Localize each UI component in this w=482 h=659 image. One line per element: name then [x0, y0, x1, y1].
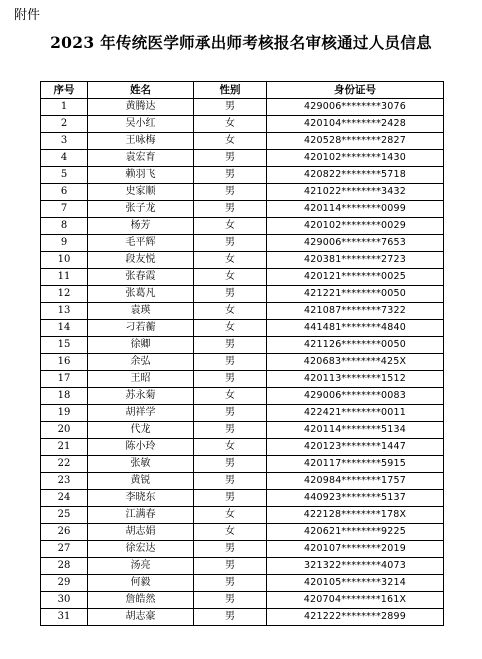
table-row — [41, 422, 444, 439]
cell-gender: 男 — [194, 558, 267, 575]
table-row — [41, 269, 444, 286]
cell-gender: 男 — [194, 99, 267, 116]
table-row — [41, 473, 444, 490]
cell-index: 8 — [41, 218, 88, 235]
table-row — [41, 558, 444, 575]
cell-id-number: 420121********0025 — [267, 269, 444, 286]
cell-index: 18 — [41, 388, 88, 405]
header-row — [41, 82, 444, 99]
attachment-label: 附件 — [14, 8, 41, 23]
cell-gender: 男 — [194, 167, 267, 184]
cell-id-number: 440923********5137 — [267, 490, 444, 507]
cell-index: 1 — [41, 99, 88, 116]
cell-name: 代龙 — [88, 422, 194, 439]
cell-index: 10 — [41, 252, 88, 269]
cell-index: 25 — [41, 507, 88, 524]
roster-table — [40, 81, 444, 626]
cell-gender: 女 — [194, 507, 267, 524]
cell-id-number: 420104********2428 — [267, 116, 444, 133]
cell-gender: 男 — [194, 490, 267, 507]
cell-gender: 女 — [194, 439, 267, 456]
table-row — [41, 575, 444, 592]
cell-name: 汤亮 — [88, 558, 194, 575]
cell-index: 28 — [41, 558, 88, 575]
cell-name: 陈小玲 — [88, 439, 194, 456]
cell-index: 26 — [41, 524, 88, 541]
table-row — [41, 252, 444, 269]
table-header — [41, 82, 444, 99]
cell-id-number: 420381********2723 — [267, 252, 444, 269]
cell-id-number: 421126********0050 — [267, 337, 444, 354]
cell-index: 29 — [41, 575, 88, 592]
cell-id-number: 420683********425X — [267, 354, 444, 371]
cell-index: 15 — [41, 337, 88, 354]
cell-name: 毛平辉 — [88, 235, 194, 252]
table-row — [41, 320, 444, 337]
cell-name: 黄腾达 — [88, 99, 194, 116]
cell-name: 袁宏育 — [88, 150, 194, 167]
cell-id-number: 420621********9225 — [267, 524, 444, 541]
cell-index: 24 — [41, 490, 88, 507]
cell-gender: 女 — [194, 218, 267, 235]
cell-name: 胡志娟 — [88, 524, 194, 541]
cell-index: 22 — [41, 456, 88, 473]
table-row — [41, 388, 444, 405]
cell-gender: 男 — [194, 473, 267, 490]
cell-name: 江满春 — [88, 507, 194, 524]
cell-name: 杨芳 — [88, 218, 194, 235]
cell-gender: 女 — [194, 269, 267, 286]
cell-name: 张葛凡 — [88, 286, 194, 303]
table-row — [41, 99, 444, 116]
table-row — [41, 490, 444, 507]
column-header-id-number: 身份证号 — [267, 82, 444, 99]
cell-index: 5 — [41, 167, 88, 184]
cell-name: 张子龙 — [88, 201, 194, 218]
cell-id-number: 420102********0029 — [267, 218, 444, 235]
cell-id-number: 420114********0099 — [267, 201, 444, 218]
table-row — [41, 524, 444, 541]
cell-id-number: 420114********5134 — [267, 422, 444, 439]
table-row — [41, 235, 444, 252]
cell-index: 2 — [41, 116, 88, 133]
cell-gender: 女 — [194, 303, 267, 320]
cell-id-number: 421087********7322 — [267, 303, 444, 320]
cell-name: 徐卿 — [88, 337, 194, 354]
cell-id-number: 420113********1512 — [267, 371, 444, 388]
cell-gender: 女 — [194, 133, 267, 150]
cell-index: 11 — [41, 269, 88, 286]
cell-gender: 男 — [194, 405, 267, 422]
table-row — [41, 439, 444, 456]
table-row — [41, 303, 444, 320]
cell-name: 吴小红 — [88, 116, 194, 133]
cell-gender: 男 — [194, 354, 267, 371]
cell-id-number: 420102********1430 — [267, 150, 444, 167]
cell-index: 4 — [41, 150, 88, 167]
cell-name: 王咏梅 — [88, 133, 194, 150]
table-row — [41, 337, 444, 354]
cell-gender: 男 — [194, 371, 267, 388]
cell-name: 段友悦 — [88, 252, 194, 269]
cell-index: 6 — [41, 184, 88, 201]
cell-name: 何毅 — [88, 575, 194, 592]
cell-gender: 女 — [194, 524, 267, 541]
table-row — [41, 405, 444, 422]
cell-id-number: 420528********2827 — [267, 133, 444, 150]
cell-id-number: 420107********2019 — [267, 541, 444, 558]
cell-index: 30 — [41, 592, 88, 609]
cell-gender: 男 — [194, 541, 267, 558]
cell-index: 17 — [41, 371, 88, 388]
cell-gender: 女 — [194, 116, 267, 133]
cell-index: 19 — [41, 405, 88, 422]
cell-index: 23 — [41, 473, 88, 490]
cell-gender: 男 — [194, 422, 267, 439]
cell-name: 张敏 — [88, 456, 194, 473]
table-row — [41, 507, 444, 524]
table-row — [41, 609, 444, 626]
cell-id-number: 421022********3432 — [267, 184, 444, 201]
table-row — [41, 116, 444, 133]
cell-id-number: 420822********5718 — [267, 167, 444, 184]
table-row — [41, 167, 444, 184]
table-row — [41, 286, 444, 303]
cell-id-number: 422128********178X — [267, 507, 444, 524]
cell-index: 13 — [41, 303, 88, 320]
cell-name: 李晓东 — [88, 490, 194, 507]
cell-gender: 男 — [194, 592, 267, 609]
cell-gender: 男 — [194, 286, 267, 303]
cell-gender: 男 — [194, 201, 267, 218]
cell-gender: 女 — [194, 252, 267, 269]
column-header-index: 序号 — [41, 82, 88, 99]
cell-id-number: 429006********3076 — [267, 99, 444, 116]
cell-id-number: 422421********0011 — [267, 405, 444, 422]
table-body — [41, 99, 444, 626]
cell-gender: 男 — [194, 337, 267, 354]
table-row — [41, 184, 444, 201]
cell-index: 31 — [41, 609, 88, 626]
cell-id-number: 420984********1757 — [267, 473, 444, 490]
cell-index: 14 — [41, 320, 88, 337]
cell-gender: 男 — [194, 609, 267, 626]
table-row — [41, 201, 444, 218]
table-row — [41, 541, 444, 558]
cell-id-number: 441481********4840 — [267, 320, 444, 337]
cell-gender: 女 — [194, 388, 267, 405]
cell-gender: 男 — [194, 150, 267, 167]
cell-id-number: 420704********161X — [267, 592, 444, 609]
cell-id-number: 429006********0083 — [267, 388, 444, 405]
column-header-name: 姓名 — [88, 82, 194, 99]
cell-name: 詹皓然 — [88, 592, 194, 609]
cell-name: 史家顺 — [88, 184, 194, 201]
cell-name: 王昭 — [88, 371, 194, 388]
cell-index: 9 — [41, 235, 88, 252]
cell-index: 12 — [41, 286, 88, 303]
cell-name: 赖羽飞 — [88, 167, 194, 184]
cell-index: 3 — [41, 133, 88, 150]
cell-id-number: 420123********1447 — [267, 439, 444, 456]
cell-index: 16 — [41, 354, 88, 371]
cell-index: 7 — [41, 201, 88, 218]
cell-name: 袁瑛 — [88, 303, 194, 320]
document-title: 2023 年传统医学师承出师考核报名审核通过人员信息 — [50, 33, 432, 52]
cell-name: 黄锐 — [88, 473, 194, 490]
cell-name: 余弘 — [88, 354, 194, 371]
cell-id-number: 421222********2899 — [267, 609, 444, 626]
table-row — [41, 354, 444, 371]
cell-id-number: 421221********0050 — [267, 286, 444, 303]
cell-gender: 男 — [194, 235, 267, 252]
table-row — [41, 133, 444, 150]
cell-name: 胡志豪 — [88, 609, 194, 626]
cell-name: 胡祥学 — [88, 405, 194, 422]
table-row — [41, 371, 444, 388]
cell-id-number: 429006********7653 — [267, 235, 444, 252]
table-row — [41, 592, 444, 609]
cell-name: 刁若蘅 — [88, 320, 194, 337]
cell-gender: 女 — [194, 320, 267, 337]
cell-gender: 男 — [194, 456, 267, 473]
cell-gender: 男 — [194, 184, 267, 201]
column-header-gender: 性别 — [194, 82, 267, 99]
cell-index: 27 — [41, 541, 88, 558]
cell-name: 苏永菊 — [88, 388, 194, 405]
table-row — [41, 150, 444, 167]
cell-id-number: 420105********3214 — [267, 575, 444, 592]
cell-name: 张春霞 — [88, 269, 194, 286]
cell-name: 徐宏达 — [88, 541, 194, 558]
cell-index: 21 — [41, 439, 88, 456]
cell-id-number: 420117********5915 — [267, 456, 444, 473]
cell-index: 20 — [41, 422, 88, 439]
cell-gender: 男 — [194, 575, 267, 592]
cell-id-number: 321322********4073 — [267, 558, 444, 575]
table-row — [41, 218, 444, 235]
table-row — [41, 456, 444, 473]
